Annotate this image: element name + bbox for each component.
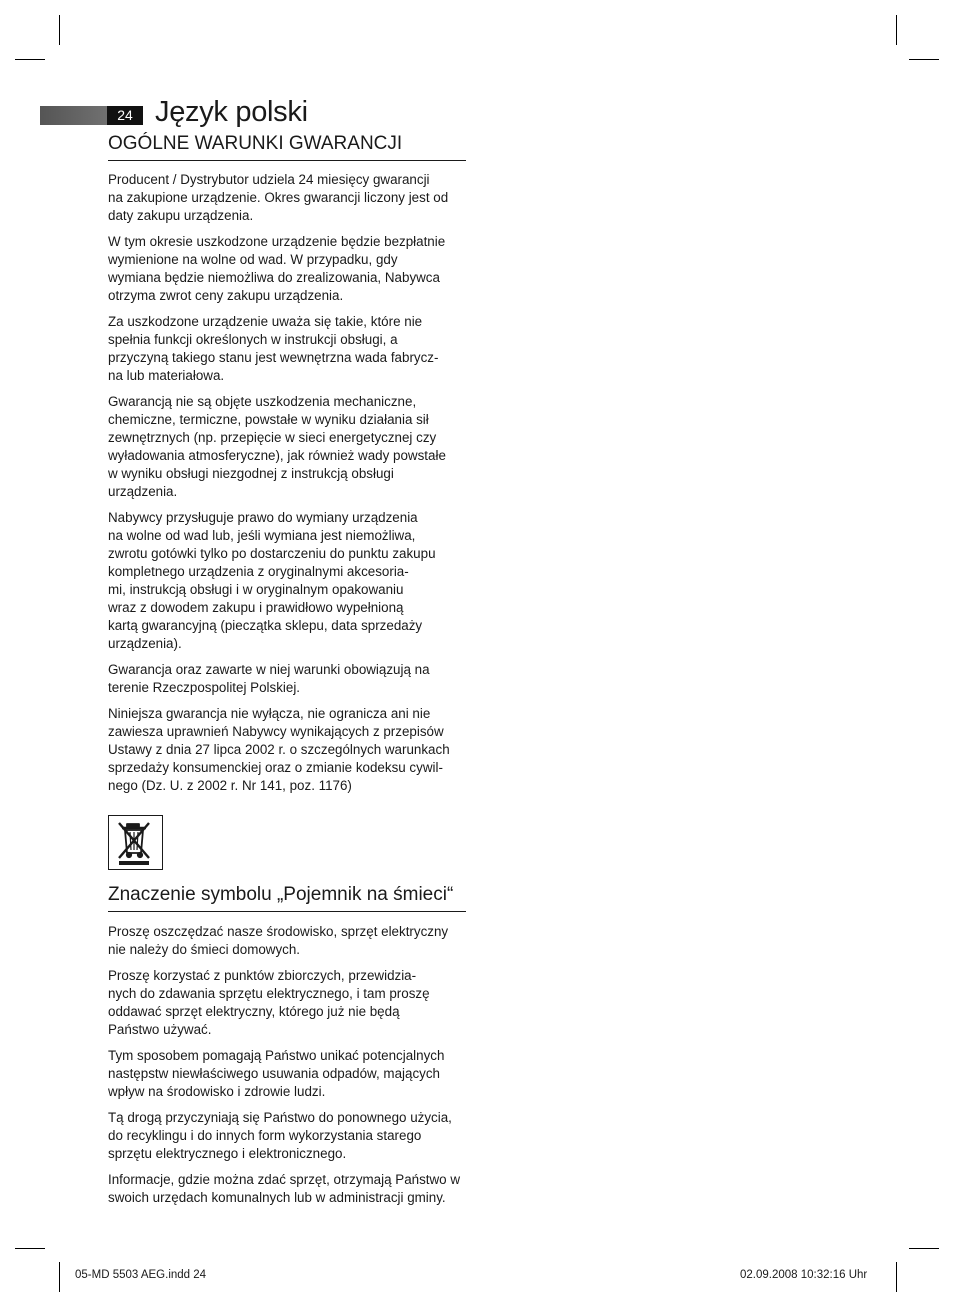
crop-mark [59,15,60,45]
text-line: następstw niewłaściwego usuwania odpadów, mających [108,1066,440,1081]
text-line: Gwarancją nie są objęte uszkodzenia mechaniczne, [108,394,417,409]
text-line: wraz z dowodem zakupu i prawidłowo wypełnioną [108,600,404,615]
language-title: Język polski [155,96,308,128]
text-line: daty zakupu urządzenia. [108,208,254,223]
paragraph [108,233,470,305]
text-line: otrzyma zwrot ceny zakupu urządzenia. [108,288,344,303]
text-line: Producent / Dystrybutor udziela 24 miesięcy gwarancji [108,172,430,187]
text-line: Tą drogą przyczyniają się Państwo do ponownego użycia, [108,1110,452,1125]
paragraph [108,967,470,1039]
paragraph [108,1109,470,1163]
paragraph [108,509,470,653]
text-line: Tym sposobem pomagają Państwo unikać potencjalnych [108,1048,445,1063]
text-line: sprzętu elektrycznego i elektronicznego. [108,1146,347,1161]
text-line: Za uszkodzone urządzenie uważa się takie, które nie [108,314,423,329]
text-line: Ustawy z dnia 27 lipca 2002 r. o szczególnych warunkach [108,742,450,757]
crop-mark [15,59,45,60]
paragraph [108,393,470,501]
text-line: zawiesza uprawnień Nabywcy wynikających z przepisów [108,724,444,739]
text-line: wymiana będzie niemożliwa do zrealizowania, Nabywca [108,270,440,285]
text-line: zwrotu gotówki tylko po dostarczeniu do punktu zakupu [108,546,436,561]
text-line: urządzenia). [108,636,182,651]
text-line: w wyniku obsługi niezgodnej z instrukcją obsługi [108,466,394,481]
text-line: oddawać sprzęt elektryczny, którego już nie będą [108,1004,400,1019]
text-line: wpływ na środowisko i zdrowie ludzi. [108,1084,326,1099]
paragraph [108,313,470,385]
text-line: chemiczne, termiczne, powstałe w wyniku działania sił [108,412,429,427]
weee-symbol-box [108,815,163,870]
text-line: urządzenia. [108,484,178,499]
text-line: przyczyną takiego stanu jest wewnętrzna wada fabrycz- [108,350,439,365]
crop-mark [896,15,897,45]
text-line: swoich urzędach komunalnych lub w administracji gminy. [108,1190,446,1205]
text-line: mi, instrukcją obsługi i w oryginalnym opakowaniu [108,582,404,597]
paragraph [108,1171,470,1207]
page-number: 24 [107,106,143,125]
text-line: Proszę oszczędzać nasze środowisko, sprzęt elektryczny [108,924,449,939]
text-line: wymienione na wolne od wad. W przypadku, gdy [108,252,398,267]
text-line: wyładowania atmosferyczne), jak również wady powstałe [108,448,446,463]
text-line: na zakupione urządzenie. Okres gwarancji liczony jest od [108,190,449,205]
text-line: na wolne od wad lub, jeśli wymiana jest niemożliwa, [108,528,416,543]
text-line: Nabywcy przysługuje prawo do wymiany urządzenia [108,510,418,525]
text-line: nych do zdawania sprzętu elektrycznego, i tam proszę [108,986,430,1001]
text-line: na lub materiałowa. [108,368,225,383]
text-line: do recyklingu i do innych form wykorzystania starego [108,1128,422,1143]
crop-mark [909,1248,939,1249]
footer-timestamp: 02.09.2008 10:32:16 Uhr [740,1269,868,1281]
text-line: terenie Rzeczpospolitej Polskiej. [108,680,301,695]
warranty-heading: OGÓLNE WARUNKI GWARANCJI [108,132,466,161]
text-line: Niniejsza gwarancja nie wyłącza, nie ogranicza ani nie [108,706,431,721]
paragraph [108,1047,470,1101]
text-line: Gwarancja oraz zawarte w niej warunki obowiązują na [108,662,430,677]
text-line: kartą gwarancyjną (pieczątka sklepu, data sprzedaży [108,618,423,633]
paragraph [108,705,470,795]
text-line: W tym okresie uszkodzone urządzenie będzie bezpłatnie [108,234,446,249]
text-line: kompletnego urządzenia z oryginalnymi akcesoria- [108,564,409,579]
paragraph [108,661,470,697]
crop-mark [896,1262,897,1292]
text-line: spełnia funkcji określonych w instrukcji obsługi, a [108,332,398,347]
crop-mark [909,59,939,60]
crossed-bin-icon [109,816,161,868]
text-line: nego (Dz. U. z 2002 r. Nr 141, poz. 1176) [108,778,352,793]
text-line: sprzedaży konsumenckiej oraz o zmianie kodeksu cywil- [108,760,443,775]
text-line: Państwo używać. [108,1022,212,1037]
footer-file-info: 05-MD 5503 AEG.indd 24 [75,1269,207,1281]
paragraph [108,171,470,225]
text-line: Proszę korzystać z punktów zbiorczych, przewidzia- [108,968,417,983]
disposal-heading: Znaczenie symbolu „Pojemnik na śmieci“ [108,883,466,912]
text-line: zewnętrznych (np. przepięcie w sieci energetycznej czy [108,430,437,445]
crop-mark [59,1262,60,1292]
paragraph [108,923,470,959]
disposal-text [108,923,470,1215]
text-line: nie należy do śmieci domowych. [108,942,301,957]
warranty-text [108,171,470,803]
crop-mark [15,1248,45,1249]
text-line: Informacje, gdzie można zdać sprzęt, otrzymają Państwo w [108,1172,461,1187]
